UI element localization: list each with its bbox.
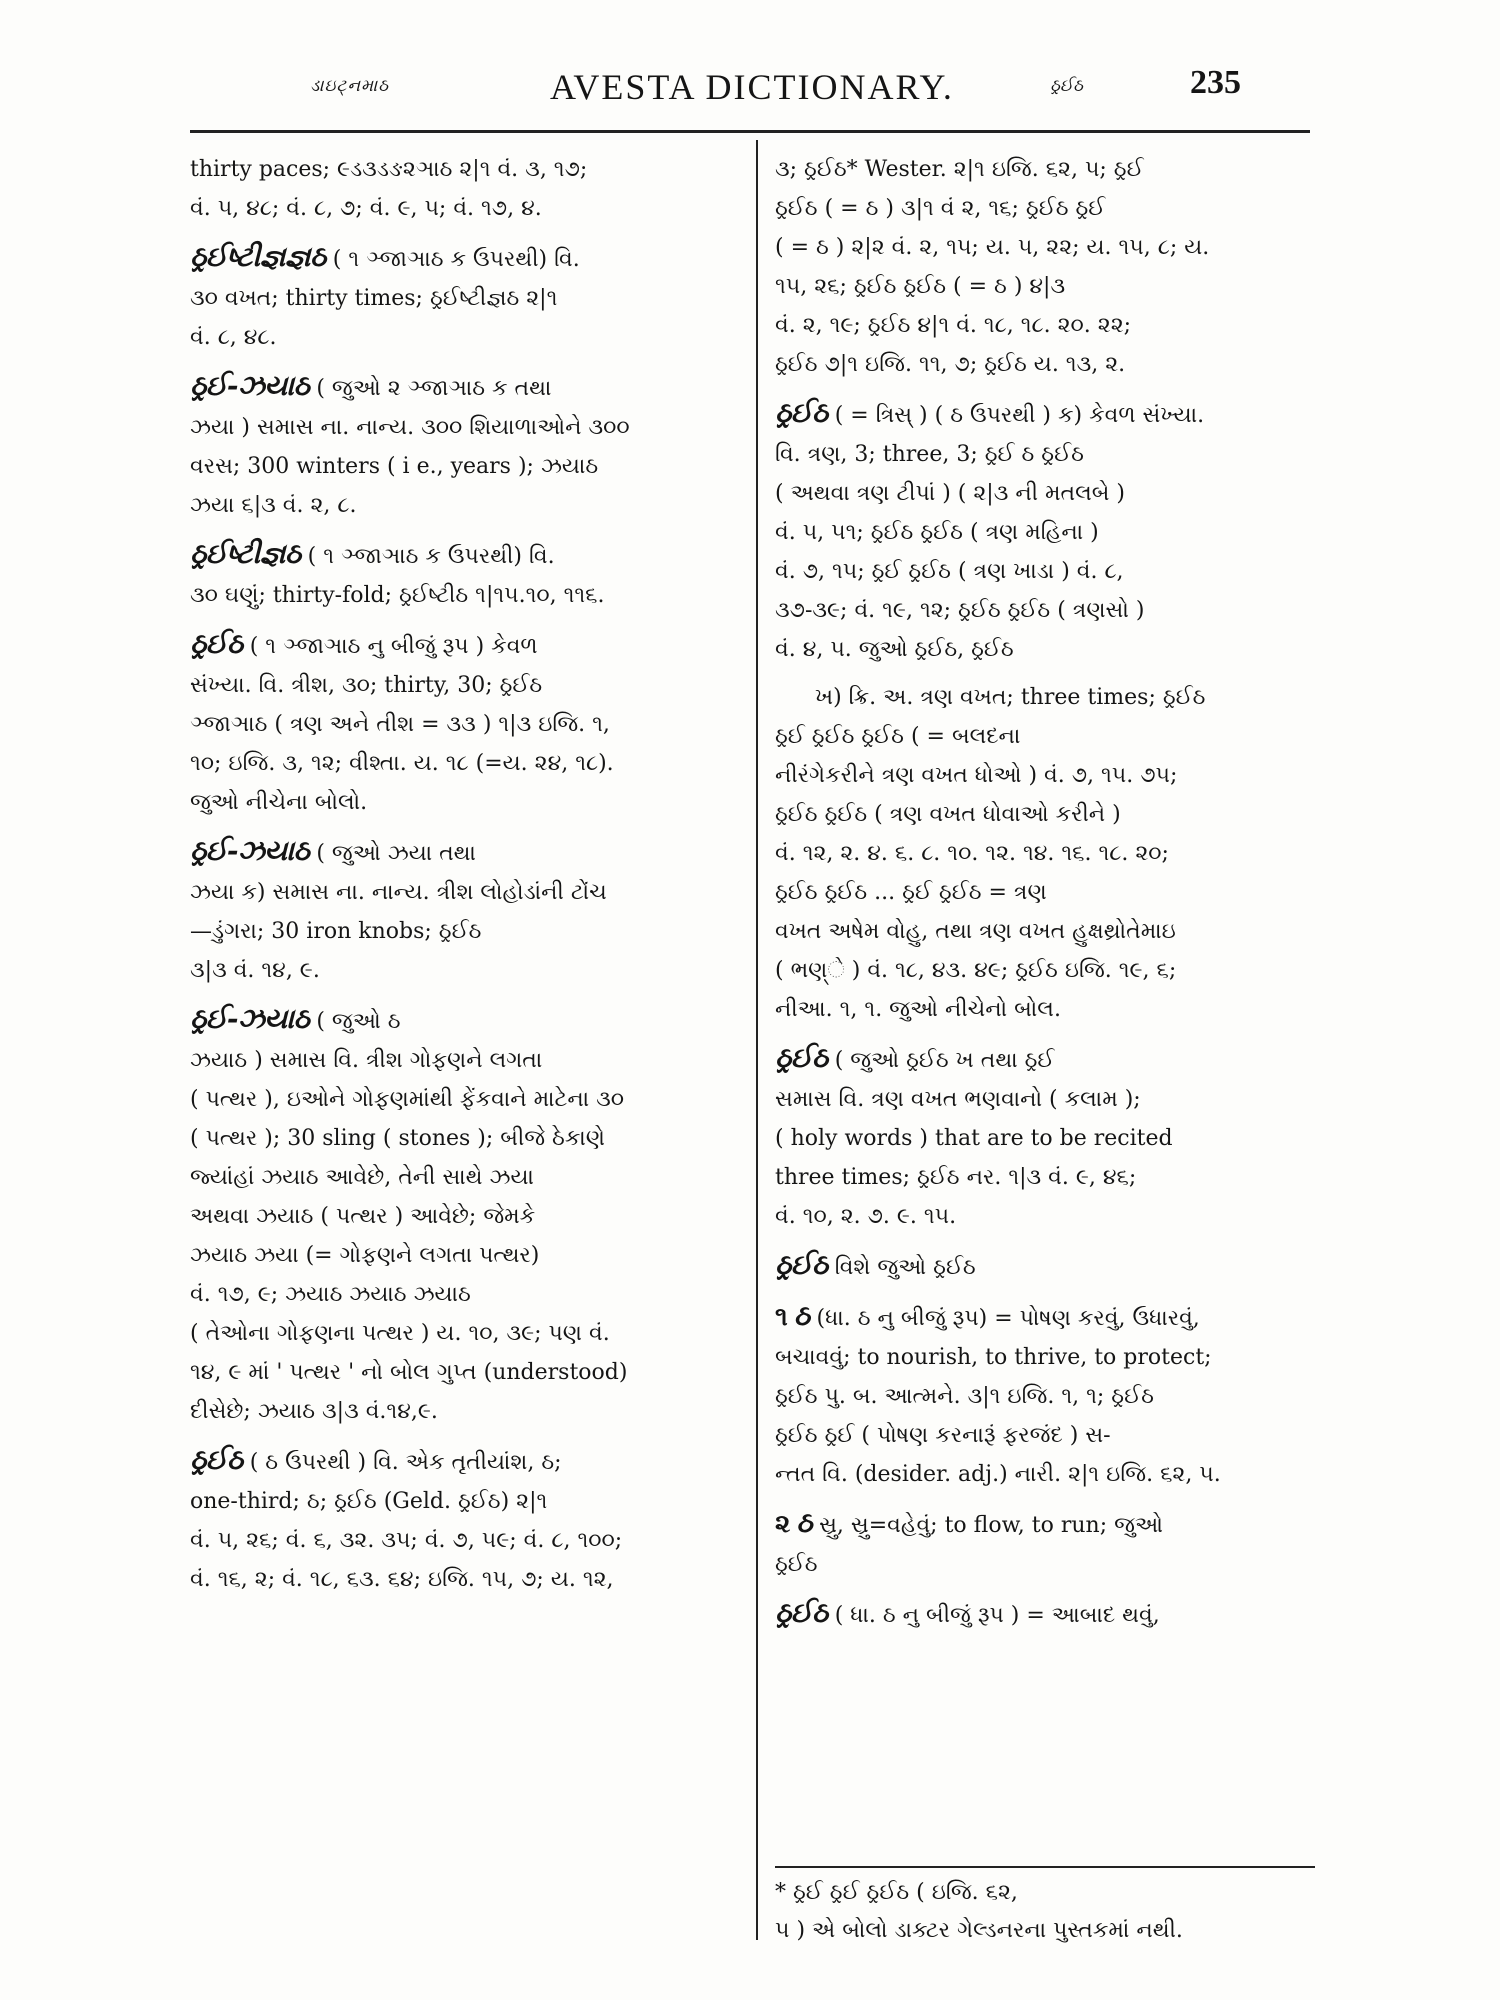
- line-text: ( ૧ ઞ્જાઞાઠ ક ઉપરથી) વિ.: [332, 247, 580, 272]
- line-text: ન્તત વિ. (desider. adj.) નારી. ૨|૧ ઇજિ. ૬૨, ૫.: [775, 1462, 1221, 1487]
- entry-line: [775, 393, 1315, 435]
- line-text: ( અથવા ત્રણ ટીપાં ) ( ૨|૩ ની મતલબે ): [775, 481, 1126, 506]
- line-text: ( ઠ ઉપરથી ) વિ. એક તૃતીયાંશ, ઠ;: [249, 1450, 562, 1475]
- headword: ઠ્રઈઠ: [775, 396, 828, 429]
- line-text: ઠ્રઈઠ ૭|૧ ઇજિ. ૧૧, ૭; ઠ્રઈઠ ય. ૧૩, ૨.: [775, 352, 1126, 377]
- entry-line: [775, 513, 1315, 552]
- headword: ઠ્રઈ-ઝયાઠ: [190, 1002, 310, 1035]
- entry-line: [775, 1038, 1315, 1080]
- line-text: three times; ઠ્રઈઠ નર. ૧|૩ વં. ૯, ૪૬;: [775, 1165, 1137, 1190]
- headword: ઠ્રઈષ્ટીજ્ઞજ્ઞઠ: [190, 240, 326, 273]
- entry-line: [775, 1503, 1315, 1545]
- line-text: ૧૫, ૨૬; ઠ્રઈઠ ઠ્રઈઠ ( = ઠ ) ૪|૩: [775, 274, 1066, 299]
- line-text: ઠ્રઈ ઠ્રઈઠ ઠ્રઈઠ ( = બલદના: [775, 724, 1021, 749]
- line-text: વં. ૨, ૧૯; ઠ્રઈઠ ૪|૧ વં. ૧૮, ૧૮. ૨૦. ૨૨;: [775, 313, 1132, 338]
- line-text: અથવા ઝયાઠ ( પત્થર ) આવેછે; જેમકે: [190, 1204, 536, 1229]
- line-text: વં. ૫, ૨૬; વં. ૬, ૩૨. ૩૫; વં. ૭, ૫૯; વં. ૮, ૧૦૦;: [190, 1528, 623, 1553]
- headword: ઠ્રઈ-ઝયાઠ: [190, 369, 310, 402]
- line-text: સમાસ વિ. ત્રણ વખત ભણવાનો ( કલામ );: [775, 1087, 1141, 1112]
- entry-line: [775, 1080, 1315, 1119]
- line-text: ( ૧ ઞ્જાઞાઠ ક ઉપરથી) વિ.: [307, 544, 555, 569]
- line-text: વં. ૭, ૧૫; ઠ્રઈ ઠ્રઈઠ ( ત્રણ ખાડા ) વં. ૮,: [775, 559, 1124, 584]
- line-text: વં. ૧૬, ૨; વં. ૧૮, ૬૩. ૬૪; ઇજિ. ૧૫, ૭; ય. ૧૨,: [190, 1567, 614, 1592]
- entry-line: [775, 1158, 1315, 1197]
- line-text: વિ. ત્રણ, 3; three, 3; ઠ્રઈ ઠ ઠ્રઈઠ: [775, 442, 1084, 467]
- entry-line: [775, 1416, 1315, 1455]
- dictionary-entry: [190, 366, 735, 525]
- line-text: વં. ૮, ૪૮.: [190, 325, 277, 350]
- entry-line: [775, 678, 1315, 717]
- entry-line: [190, 366, 735, 408]
- line-text: જુઓ નીચેના બોલો.: [190, 790, 368, 815]
- line-text: વં. ૧૭, ૯; ઝયાઠ ઝયાઠ ઝયાઠ: [190, 1282, 471, 1307]
- entry-line: [775, 795, 1315, 834]
- entry-line: [190, 624, 735, 666]
- line-text: ઠ્રઈઠ ઠ્રઈઠ ( ત્રણ વખત ધોવાઓ કરીને ): [775, 802, 1121, 827]
- dictionary-entry: [775, 1038, 1315, 1236]
- line-text: (ધા. ઠ નુ બીજું રૂપ) = પોષણ કરવું, ઉધારવું,: [816, 1306, 1200, 1331]
- header-title: AVESTA DICTIONARY.: [550, 67, 954, 107]
- line-text: જ્યાંહાં ઝયાઠ આવેછે, તેની સાથે ઝયા: [190, 1165, 534, 1190]
- entry-line: [190, 408, 735, 447]
- line-text: વં. ૧૨, ૨. ૪. ૬. ૮. ૧૦. ૧૨. ૧૪. ૧૬. ૧૮. ૨૦;: [775, 841, 1169, 866]
- line-text: ( ધા. ઠ નુ બીજું રૂપ ) = આબાદ થવું,: [834, 1603, 1160, 1628]
- line-text: ઝયા ક) સમાસ ના. નાન્ય. ત્રીશ લોહોડાંની ટોંચ: [190, 880, 607, 905]
- line-text: ૩૦ ઘણું; thirty-fold; ઠ્રઈષ્ટીઠ ૧|૧૫.૧૦, ૧૧૬.: [190, 583, 605, 608]
- line-text: નીઆ. ૧, ૧. જુઓ નીચેનો બોલ.: [775, 997, 1061, 1022]
- entry-line: [775, 189, 1315, 228]
- entry-line: [775, 951, 1315, 990]
- entry-line: [775, 1545, 1315, 1584]
- line-text: ઠ્રઈઠ પુ. બ. આત્મને. ૩|૧ ઇજિ. ૧, ૧; ઠ્રઈઠ: [775, 1384, 1154, 1409]
- header-right-word: ઠ્રઈઠ: [1050, 76, 1083, 96]
- dictionary-entry: [190, 150, 735, 228]
- line-text: દીસેછે; ઝયાઠ ૩|૩ વં.૧૪,૯.: [190, 1399, 438, 1424]
- entry-line: [775, 228, 1315, 267]
- entry-line: [190, 1440, 735, 1482]
- left-column: [190, 150, 735, 1608]
- line-text: ( ૧ ઞ્જાઞાઠ નુ બીજું રૂપ ) કેવળ: [249, 634, 538, 659]
- line-text: ૧૪, ૯ માં ' પત્થર ' નો બોલ ગુપ્ત (understood): [190, 1360, 628, 1385]
- entry-line: [775, 1338, 1315, 1377]
- footnote-rule: [775, 1866, 1315, 1868]
- entry-line: [190, 1314, 735, 1353]
- entry-line: [775, 1377, 1315, 1416]
- entry-line: [190, 1041, 735, 1080]
- line-text: વિશે જુઓ ઠ્રઈઠ: [834, 1255, 976, 1280]
- entry-line: [775, 150, 1315, 189]
- headword: ઠ: [796, 1506, 813, 1539]
- line-text: વં. ૫, ૪૮; વં. ૮, ૭; વં. ૯, ૫; વં. ૧૭, ૪.: [190, 196, 542, 221]
- footnote: [775, 1874, 1315, 1950]
- entry-line: [775, 267, 1315, 306]
- dictionary-entry: [775, 1245, 1315, 1287]
- dictionary-entry: [190, 831, 735, 990]
- line-text: ( જુઓ ૨ ઞ્જાઞાઠ ક તથા: [316, 376, 552, 401]
- entry-line: [190, 912, 735, 951]
- line-text: ઝયા ૬|૩ વં. ૨, ૮.: [190, 493, 357, 518]
- footnote-line: ૫ ) એ બોલો ડાક્ટર ગેલ્ડનરના પુસ્તકમાં નથી.: [775, 1918, 1183, 1943]
- dictionary-entry: [775, 678, 1315, 1029]
- entry-line: [775, 306, 1315, 345]
- entry-line: [190, 1560, 735, 1599]
- line-text: ઝયાઠ ) સમાસ વિ. ત્રીશ ગોફણને લગતા: [190, 1048, 543, 1073]
- entry-line: [190, 576, 735, 615]
- entry-line: [775, 990, 1315, 1029]
- headword: ઠ્રઈઠ: [775, 1248, 828, 1281]
- entry-line: [190, 150, 735, 189]
- line-text: વં. ૪, ૫. જુઓ ઠ્રઈઠ, ઠ્રઈઠ: [775, 637, 1014, 662]
- line-text: ( = ત્રિસ્ ) ( ઠ ઉપરથી ) ક) કેવળ સંખ્યા.: [834, 403, 1205, 428]
- line-text: ( જુઓ ઝયા તથા: [316, 841, 476, 866]
- entry-line: [190, 534, 735, 576]
- line-text: બચાવવું; to nourish, to thrive, to protect;: [775, 1345, 1212, 1370]
- entry-line: [190, 1119, 735, 1158]
- line-text: thirty paces; ૯ડ૩ડઙ૨ઞાઠ ૨|૧ વં. ૩, ૧૭;: [190, 157, 588, 182]
- dictionary-entry: [190, 999, 735, 1431]
- entry-line: [190, 1521, 735, 1560]
- dictionary-entry: [775, 150, 1315, 384]
- page-number: 235: [1190, 64, 1241, 101]
- entry-line: [190, 1482, 735, 1521]
- headword: ઠ્રઈષ્ટીજ્ઞઠ: [190, 537, 301, 570]
- entry-line: [190, 1392, 735, 1431]
- entry-line: [190, 318, 735, 357]
- headword: ઠ્રઈઠ: [190, 627, 243, 660]
- entry-line: [190, 486, 735, 525]
- headword: ઠ્રઈઠ: [190, 1443, 243, 1476]
- header-left-word: ડાઇટ્નમાઠ: [310, 76, 390, 96]
- entry-line: [775, 1455, 1315, 1494]
- line-text: ઞ્જાઞાઠ ( ત્રણ અને તીશ = ૩૩ ) ૧|૩ ઇજિ. ૧,: [190, 712, 610, 737]
- line-text: ૩૦ વખત; thirty times; ઠ્રઈષ્ટીજ્ઞઠ ૨|૧: [190, 286, 558, 311]
- line-text: ( પત્થર ), ઇઓને ગોફણમાંથી ફેંકવાને માટેના ૩૦: [190, 1087, 625, 1112]
- entry-line: [190, 1197, 735, 1236]
- entry-line: [190, 447, 735, 486]
- dictionary-entry: [775, 1593, 1315, 1635]
- entry-line: [190, 279, 735, 318]
- entry-line: [190, 237, 735, 279]
- entry-line: [775, 717, 1315, 756]
- line-text: —ડુંગરા; 30 iron knobs; ઠ્રઈઠ: [190, 919, 482, 944]
- entry-line: [775, 435, 1315, 474]
- entry-line: [190, 1158, 735, 1197]
- entry-line: [190, 1353, 735, 1392]
- entry-line: [190, 705, 735, 744]
- entry-line: [775, 873, 1315, 912]
- line-text: ઝયા ) સમાસ ના. નાન્ય. ૩૦૦ શિયાળાઓને ૩૦૦: [190, 415, 630, 440]
- line-text: ( પત્થર ); 30 sling ( stones ); બીજે ઠેકાણે: [190, 1126, 605, 1151]
- line-text: ૩|૩ વં. ૧૪, ૯.: [190, 958, 320, 983]
- entry-number: ૨: [775, 1509, 791, 1539]
- line-text: ઝયાઠ ઝયા (= ગોફણને લગતા પત્થર): [190, 1243, 540, 1268]
- dictionary-entry: [190, 624, 735, 822]
- line-text: સંખ્યા. વિ. ત્રીશ, ૩૦; thirty, 30; ઠ્રઈઠ: [190, 673, 543, 698]
- headword: ઠ્રઈઠ: [775, 1041, 828, 1074]
- entry-line: [775, 630, 1315, 669]
- line-text: ઠ્રઈઠ ઠ્રઈઠ ... ઠ્રઈ ઠ્રઈઠ = ત્રણ: [775, 880, 1047, 905]
- entry-line: [190, 999, 735, 1041]
- entry-line: [190, 831, 735, 873]
- line-text: ( holy words ) that are to be recited: [775, 1126, 1173, 1151]
- line-text: ( જુઓ ઠ: [316, 1009, 401, 1034]
- entry-line: [775, 1119, 1315, 1158]
- headword: ઠ્રઈઠ: [775, 1596, 828, 1629]
- right-column: [775, 150, 1315, 1644]
- line-text: વં. ૧૦, ૨. ૭. ૯. ૧૫.: [775, 1204, 957, 1229]
- line-text: ઠ્રઈઠ ઠ્રઈ ( પોષણ કરનારૂં ફરજંદ ) સ-: [775, 1423, 1111, 1448]
- line-text: વં. ૫, ૫૧; ઠ્રઈઠ ઠ્રઈઠ ( ત્રણ મહિના ): [775, 520, 1099, 545]
- entry-line: [190, 1275, 735, 1314]
- line-text: ( તેઓના ગોફણના પત્થર ) ય. ૧૦, ૩૯; પણ વં.: [190, 1321, 610, 1346]
- line-text: ઠ્રઈઠ ( = ઠ ) ૩|૧ વં ૨, ૧૬; ઠ્રઈઠ ઠ્રઈ: [775, 196, 1106, 221]
- entry-line: [190, 666, 735, 705]
- line-text: ૩૭-૩૯; વં. ૧૯, ૧૨; ઠ્રઈઠ ઠ્રઈઠ ( ત્રણસો ): [775, 598, 1145, 623]
- entry-line: [775, 1197, 1315, 1236]
- line-text: વખત અષેમ વોહુ, તથા ત્રણ વખત હુક્ષથ્રોતેમાઇ: [775, 919, 1176, 944]
- line-text: one-third; ઠ; ઠ્રઈઠ (Geld. ઠ્રઈઠ) ૨|૧: [190, 1489, 548, 1514]
- dictionary-entry: [775, 393, 1315, 669]
- line-text: નીરંગેકરીને ત્રણ વખત ધોઓ ) વં. ૭, ૧૫. ૭૫;: [775, 763, 1178, 788]
- footnote-line: * ઠ્રઈ ઠ્રઈ ઠ્રઈઠ ( ઇજિ. ૬૨,: [775, 1880, 1018, 1905]
- entry-line: [775, 834, 1315, 873]
- entry-line: [190, 951, 735, 990]
- entry-line: [775, 591, 1315, 630]
- line-text: ( જુઓ ઠ્રઈઠ ખ તથા ઠ્રઈ: [834, 1048, 1055, 1073]
- dictionary-entry: [775, 1296, 1315, 1494]
- dictionary-entry: [775, 1503, 1315, 1584]
- line-text: વરસ; 300 winters ( i e., years ); ઝયાઠ: [190, 454, 599, 479]
- entry-line: [775, 345, 1315, 384]
- line-text: ૧૦; ઇજિ. ૩, ૧૨; વીશ્તા. ય. ૧૮ (=ય. ૨૪, ૧૮).: [190, 751, 614, 776]
- headword: ઠ્રઈ-ઝયાઠ: [190, 834, 310, 867]
- entry-line: [775, 912, 1315, 951]
- line-text: સ્રુ, સ્રુ=વહેવું; to flow, to run; જુઓ: [819, 1513, 1163, 1538]
- entry-line: [190, 783, 735, 822]
- entry-line: [775, 552, 1315, 591]
- headword: ઠ: [793, 1299, 810, 1332]
- entry-number: ૧: [775, 1302, 788, 1332]
- entry-line: [775, 1245, 1315, 1287]
- entry-line: [775, 756, 1315, 795]
- entry-line: [190, 873, 735, 912]
- dictionary-entry: [190, 534, 735, 615]
- dictionary-entry: [190, 1440, 735, 1599]
- entry-line: [775, 474, 1315, 513]
- entry-line: [775, 1593, 1315, 1635]
- line-text: ઠ્રઈઠ: [775, 1552, 818, 1577]
- entry-line: [775, 1296, 1315, 1338]
- dictionary-entry: [190, 237, 735, 357]
- line-text: ૩; ઠ્રઈઠ* Wester. ૨|૧ ઇજિ. ૬૨, ૫; ઠ્રઈ: [775, 157, 1144, 182]
- line-text: ખ) ક્રિ. અ. ત્રણ વખત; three times; ઠ્રઈઠ: [815, 685, 1206, 710]
- line-text: ( ભણ્ે ) વં. ૧૮, ૪૩. ૪૯; ઠ્રઈઠ ઇજિ. ૧૯, ૬;: [775, 958, 1177, 983]
- entry-line: [190, 744, 735, 783]
- entry-line: [190, 1236, 735, 1275]
- entry-line: [190, 189, 735, 228]
- page-header: [190, 62, 1310, 122]
- column-divider: [756, 140, 758, 1940]
- header-rule: [190, 130, 1310, 133]
- line-text: ( = ઠ ) ૨|૨ વં. ૨, ૧૫; ય. ૫, ૨૨; ય. ૧૫, ૮; ય.: [775, 235, 1210, 260]
- entry-line: [190, 1080, 735, 1119]
